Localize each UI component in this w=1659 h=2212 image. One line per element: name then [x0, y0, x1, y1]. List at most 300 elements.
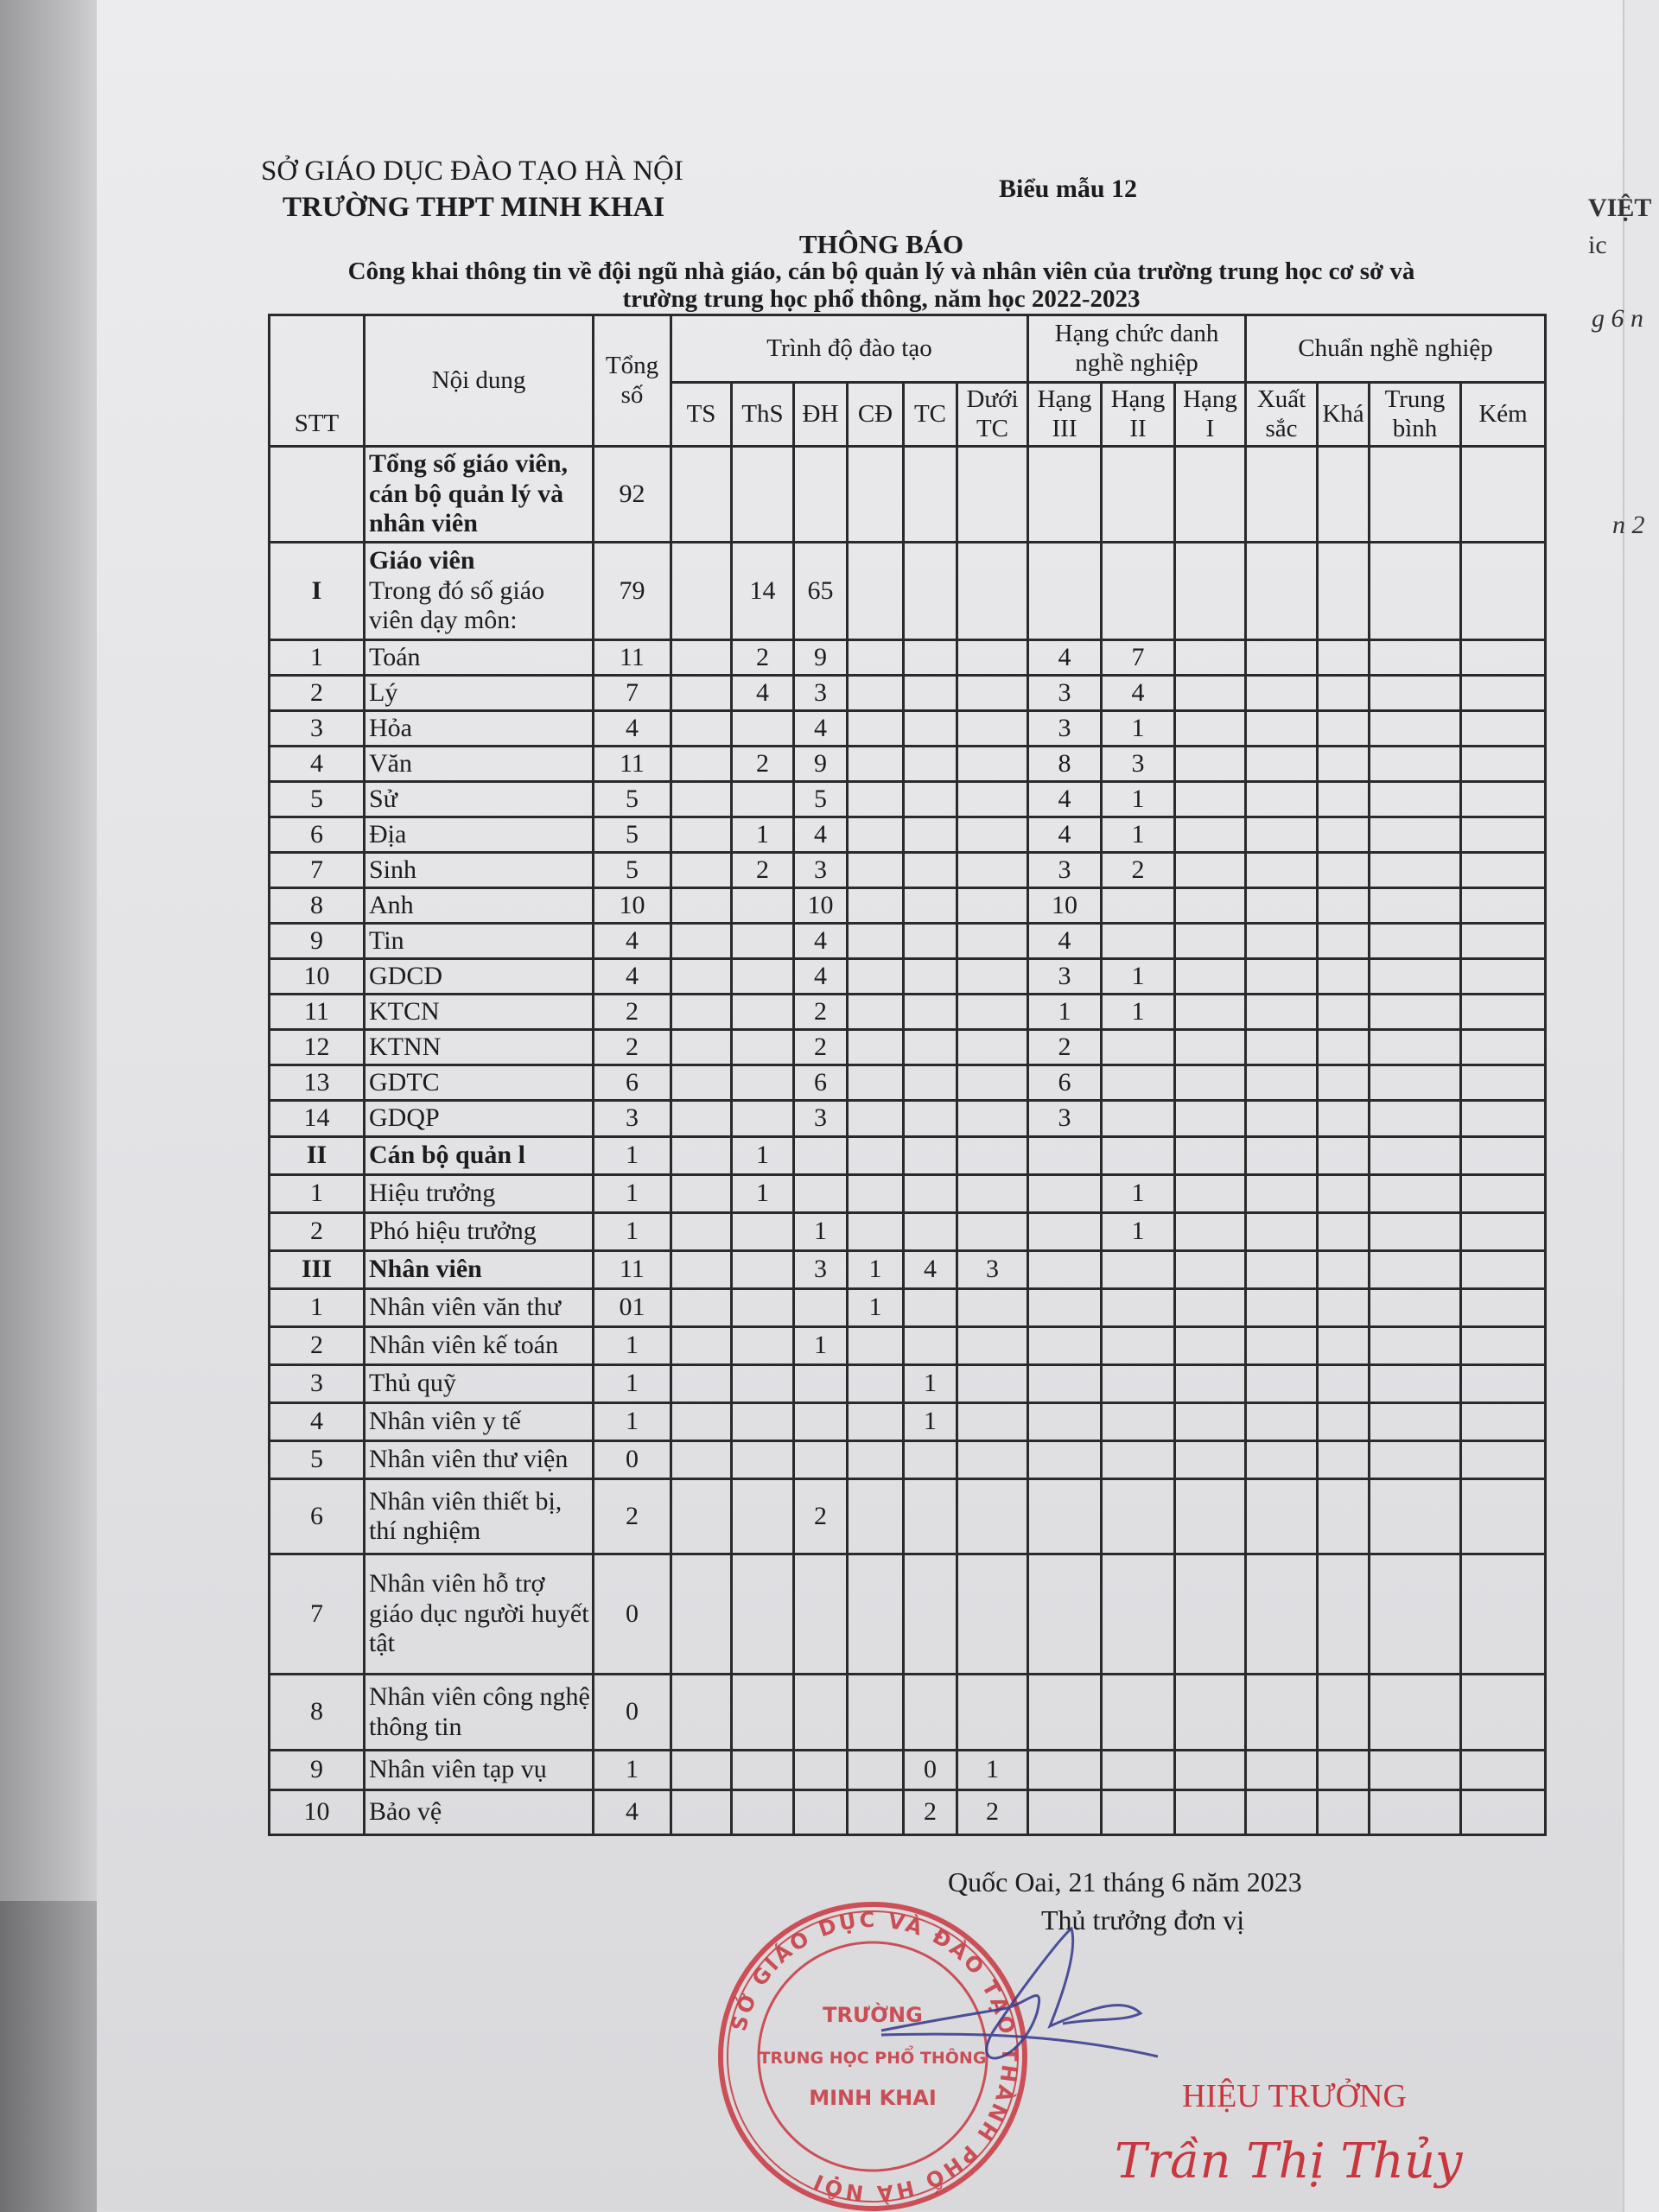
- cell-hạng-ii: [1102, 1289, 1175, 1327]
- cell-trung-bình: [1370, 1065, 1461, 1101]
- cell-hạng-iii: [1028, 447, 1102, 543]
- row-content: Nhân viên y tế: [365, 1403, 594, 1441]
- row-number: 9: [270, 924, 365, 959]
- cell-xuất-sắc: [1246, 1251, 1318, 1289]
- cell-hạng-i: [1175, 817, 1246, 853]
- cell-tc: [904, 1030, 957, 1065]
- cell-trung-bình: [1370, 1101, 1461, 1137]
- cell-ths: [732, 1554, 794, 1675]
- cell-hạng-iii: [1028, 1251, 1102, 1289]
- table-row: [270, 1065, 1546, 1101]
- cell-ts: [671, 1790, 732, 1835]
- row-number: I: [270, 543, 365, 640]
- cell-hạng-iii: 4: [1028, 817, 1102, 853]
- cell-đh: 3: [794, 676, 848, 711]
- cell-xuất-sắc: [1246, 1554, 1318, 1675]
- cell-khá: [1318, 1213, 1370, 1251]
- cell-cđ: [848, 1065, 904, 1101]
- cell-dưới-tc: [957, 711, 1028, 747]
- svg-text:TRUNG HỌC PHỔ THÔNG: TRUNG HỌC PHỔ THÔNG: [759, 2049, 987, 2068]
- cell-hạng-ii: 1: [1102, 995, 1175, 1030]
- row-number: 4: [270, 1403, 365, 1441]
- cell-trung-bình: [1370, 447, 1461, 543]
- svg-text:TRƯỜNG: TRƯỜNG: [823, 2003, 923, 2027]
- cell-kém: [1461, 1175, 1546, 1213]
- cell-xuất-sắc: [1246, 1101, 1318, 1137]
- cell-cđ: [848, 1213, 904, 1251]
- cell-hạng-ii: [1102, 1479, 1175, 1554]
- cell-kém: [1461, 817, 1546, 853]
- row-content: Tổng số giáo viên, cán bộ quản lý và nhân viên: [365, 447, 594, 543]
- row-total: 4: [594, 959, 671, 995]
- cell-xuất-sắc: [1246, 782, 1318, 817]
- cell-ths: [732, 447, 794, 543]
- cell-ths: [732, 888, 794, 924]
- cell-ths: [732, 1289, 794, 1327]
- cell-ts: [671, 640, 732, 676]
- cell-hạng-ii: [1102, 1675, 1175, 1751]
- cell-cđ: [848, 676, 904, 711]
- row-total: 92: [594, 447, 671, 543]
- header-dưới-tc: Dưới TC: [957, 383, 1028, 447]
- cell-hạng-i: [1175, 543, 1246, 640]
- cell-hạng-ii: [1102, 1403, 1175, 1441]
- row-total: 01: [594, 1289, 671, 1327]
- header-hạng-iii: Hạng III: [1028, 383, 1102, 447]
- cell-trung-bình: [1370, 817, 1461, 853]
- cell-ths: [732, 1065, 794, 1101]
- row-total: 1: [594, 1175, 671, 1213]
- cell-trung-bình: [1370, 888, 1461, 924]
- cell-tc: [904, 711, 957, 747]
- cell-kém: [1461, 1030, 1546, 1065]
- cell-cđ: [848, 1137, 904, 1175]
- cell-khá: [1318, 447, 1370, 543]
- row-number: 8: [270, 888, 365, 924]
- table-row: [270, 747, 1546, 782]
- cell-cđ: [848, 1403, 904, 1441]
- cell-hạng-iii: [1028, 1289, 1102, 1327]
- cell-hạng-i: [1175, 782, 1246, 817]
- cell-xuất-sắc: [1246, 447, 1318, 543]
- header-kém: Kém: [1461, 383, 1546, 447]
- cell-xuất-sắc: [1246, 1065, 1318, 1101]
- cell-hạng-ii: [1102, 924, 1175, 959]
- cell-tc: [904, 747, 957, 782]
- row-total: 1: [594, 1137, 671, 1175]
- cell-đh: 3: [794, 853, 848, 888]
- table-row: [270, 543, 1546, 640]
- cell-ts: [671, 1554, 732, 1675]
- cell-hạng-i: [1175, 1289, 1246, 1327]
- cell-khá: [1318, 853, 1370, 888]
- row-total: 0: [594, 1441, 671, 1479]
- cell-trung-bình: [1370, 853, 1461, 888]
- table-row: [270, 817, 1546, 853]
- cell-xuất-sắc: [1246, 747, 1318, 782]
- cell-tc: 1: [904, 1365, 957, 1403]
- cell-hạng-ii: 3: [1102, 747, 1175, 782]
- cell-ths: [732, 1479, 794, 1554]
- cell-hạng-iii: [1028, 543, 1102, 640]
- table-row: [270, 1213, 1546, 1251]
- row-content: Tin: [365, 924, 594, 959]
- cell-ts: [671, 1479, 732, 1554]
- cell-khá: [1318, 1790, 1370, 1835]
- row-number: 4: [270, 747, 365, 782]
- cell-tc: [904, 888, 957, 924]
- cell-hạng-i: [1175, 959, 1246, 995]
- cell-ts: [671, 1675, 732, 1751]
- cell-kém: [1461, 1137, 1546, 1175]
- table-row: [270, 1137, 1546, 1175]
- row-total: 2: [594, 1030, 671, 1065]
- cell-hạng-ii: 1: [1102, 959, 1175, 995]
- row-content: Bảo vệ: [365, 1790, 594, 1835]
- cell-trung-bình: [1370, 1365, 1461, 1403]
- cell-khá: [1318, 1554, 1370, 1675]
- cell-tc: [904, 543, 957, 640]
- header-đh: ĐH: [794, 383, 848, 447]
- header-total: Tổng số: [594, 315, 671, 447]
- cell-ts: [671, 959, 732, 995]
- cell-khá: [1318, 995, 1370, 1030]
- cell-hạng-ii: 1: [1102, 1175, 1175, 1213]
- cell-đh: [794, 447, 848, 543]
- cell-ts: [671, 782, 732, 817]
- cell-hạng-iii: [1028, 1751, 1102, 1790]
- cell-trung-bình: [1370, 924, 1461, 959]
- row-content: Nhân viên tạp vụ: [365, 1751, 594, 1790]
- cell-hạng-iii: 2: [1028, 1030, 1102, 1065]
- cell-khá: [1318, 924, 1370, 959]
- table-row: [270, 1441, 1546, 1479]
- document-subtitle: trường trung học phổ thông, năm học 2022-2023: [622, 285, 1141, 313]
- cell-cđ: [848, 1675, 904, 1751]
- cell-đh: 6: [794, 1065, 848, 1101]
- cell-cđ: [848, 1101, 904, 1137]
- cell-dưới-tc: [957, 924, 1028, 959]
- cell-hạng-ii: [1102, 543, 1175, 640]
- row-total: 11: [594, 1251, 671, 1289]
- cell-hạng-i: [1175, 1441, 1246, 1479]
- row-total: 1: [594, 1751, 671, 1790]
- cell-kém: [1461, 782, 1546, 817]
- row-number: 14: [270, 1101, 365, 1137]
- cell-đh: 4: [794, 817, 848, 853]
- cell-trung-bình: [1370, 1403, 1461, 1441]
- cell-trung-bình: [1370, 1289, 1461, 1327]
- row-total: 0: [594, 1675, 671, 1751]
- cell-khá: [1318, 817, 1370, 853]
- cell-ths: [732, 1403, 794, 1441]
- cell-đh: 5: [794, 782, 848, 817]
- organization-name: SỞ GIÁO DỤC ĐÀO TẠO HÀ NỘI: [261, 156, 683, 187]
- form-label: Biểu mẫu 12: [999, 175, 1138, 203]
- cell-hạng-i: [1175, 1065, 1246, 1101]
- table-row: [270, 447, 1546, 543]
- cell-hạng-iii: 6: [1028, 1065, 1102, 1101]
- cell-kém: [1461, 1790, 1546, 1835]
- row-total: 4: [594, 711, 671, 747]
- header-professional-standard: Chuẩn nghề nghiệp: [1246, 315, 1546, 383]
- cell-ts: [671, 1327, 732, 1365]
- table-row: [270, 640, 1546, 676]
- cell-ths: [732, 959, 794, 995]
- cell-tc: [904, 1675, 957, 1751]
- cell-trung-bình: [1370, 1751, 1461, 1790]
- cell-hạng-ii: [1102, 1251, 1175, 1289]
- cell-dưới-tc: [957, 1213, 1028, 1251]
- cell-khá: [1318, 1289, 1370, 1327]
- cell-xuất-sắc: [1246, 1675, 1318, 1751]
- cell-khá: [1318, 676, 1370, 711]
- cell-hạng-ii: [1102, 888, 1175, 924]
- cell-cđ: 1: [848, 1289, 904, 1327]
- row-number: 13: [270, 1065, 365, 1101]
- cell-tc: [904, 1327, 957, 1365]
- cell-khá: [1318, 888, 1370, 924]
- cell-ths: [732, 924, 794, 959]
- cell-hạng-i: [1175, 1101, 1246, 1137]
- cell-tc: [904, 782, 957, 817]
- cell-hạng-i: [1175, 853, 1246, 888]
- cell-tc: [904, 640, 957, 676]
- cell-cđ: [848, 1030, 904, 1065]
- cell-kém: [1461, 1327, 1546, 1365]
- cell-hạng-iii: 8: [1028, 747, 1102, 782]
- cell-ts: [671, 817, 732, 853]
- cell-đh: 4: [794, 924, 848, 959]
- cell-khá: [1318, 711, 1370, 747]
- cell-ths: [732, 1213, 794, 1251]
- cell-khá: [1318, 782, 1370, 817]
- document-subtitle: Công khai thông tin về đội ngũ nhà giáo, cán bộ quản lý và nhân viên của trường trung học cơ sở và: [347, 257, 1415, 285]
- cell-ths: [732, 1675, 794, 1751]
- table-row: [270, 1175, 1546, 1213]
- cell-hạng-iii: [1028, 1441, 1102, 1479]
- table-row: [270, 1554, 1546, 1675]
- cell-cđ: [848, 853, 904, 888]
- table-row: [270, 711, 1546, 747]
- cell-hạng-i: [1175, 995, 1246, 1030]
- background-edge: [0, 0, 97, 2212]
- cell-dưới-tc: [957, 1675, 1028, 1751]
- cell-trung-bình: [1370, 1175, 1461, 1213]
- row-content: Thủ quỹ: [365, 1365, 594, 1403]
- row-total: 4: [594, 924, 671, 959]
- cell-trung-bình: [1370, 1554, 1461, 1675]
- cell-hạng-iii: [1028, 1137, 1102, 1175]
- cell-dưới-tc: 1: [957, 1751, 1028, 1790]
- cell-dưới-tc: [957, 853, 1028, 888]
- row-total: 7: [594, 676, 671, 711]
- table-row: [270, 1403, 1546, 1441]
- cell-ts: [671, 676, 732, 711]
- cell-xuất-sắc: [1246, 711, 1318, 747]
- cell-hạng-ii: [1102, 1554, 1175, 1675]
- cell-hạng-iii: 4: [1028, 924, 1102, 959]
- cell-ts: [671, 447, 732, 543]
- row-number: 7: [270, 853, 365, 888]
- header-professional-rank: Hạng chức danh nghề nghiệp: [1028, 315, 1246, 383]
- row-number: 10: [270, 959, 365, 995]
- row-total: 11: [594, 747, 671, 782]
- cell-cđ: [848, 711, 904, 747]
- cell-ths: [732, 711, 794, 747]
- signer-role: Thủ trưởng đơn vị: [1041, 1904, 1245, 1936]
- row-number: 2: [270, 676, 365, 711]
- cell-tc: [904, 1175, 957, 1213]
- cell-đh: [794, 1175, 848, 1213]
- row-subtext: Trong đó số giáo viên dạy môn:: [369, 575, 545, 635]
- cell-kém: [1461, 1554, 1546, 1675]
- cell-dưới-tc: [957, 1065, 1028, 1101]
- cell-hạng-ii: 1: [1102, 817, 1175, 853]
- table-row: [270, 1675, 1546, 1751]
- cell-đh: [794, 1289, 848, 1327]
- table-row: [270, 1251, 1546, 1289]
- row-content: Địa: [365, 817, 594, 853]
- adjacent-page-fragment: n 2: [1612, 511, 1645, 539]
- cell-hạng-ii: 2: [1102, 853, 1175, 888]
- cell-xuất-sắc: [1246, 1030, 1318, 1065]
- cell-kém: [1461, 747, 1546, 782]
- cell-ths: 1: [732, 1175, 794, 1213]
- cell-ts: [671, 1251, 732, 1289]
- cell-hạng-iii: 1: [1028, 995, 1102, 1030]
- cell-trung-bình: [1370, 1251, 1461, 1289]
- cell-tc: 1: [904, 1403, 957, 1441]
- cell-dưới-tc: [957, 888, 1028, 924]
- cell-đh: [794, 1751, 848, 1790]
- cell-hạng-i: [1175, 1403, 1246, 1441]
- header-xuất-sắc: Xuất sắc: [1246, 383, 1318, 447]
- cell-xuất-sắc: [1246, 1441, 1318, 1479]
- cell-cđ: 1: [848, 1251, 904, 1289]
- cell-đh: 9: [794, 747, 848, 782]
- cell-đh: 1: [794, 1327, 848, 1365]
- cell-cđ: [848, 782, 904, 817]
- cell-hạng-i: [1175, 1675, 1246, 1751]
- cell-ts: [671, 543, 732, 640]
- cell-hạng-i: [1175, 1327, 1246, 1365]
- cell-dưới-tc: [957, 1441, 1028, 1479]
- row-number: [270, 447, 365, 543]
- cell-xuất-sắc: [1246, 888, 1318, 924]
- cell-đh: [794, 1403, 848, 1441]
- row-total: 5: [594, 853, 671, 888]
- cell-hạng-iii: [1028, 1365, 1102, 1403]
- row-number: 10: [270, 1790, 365, 1835]
- row-content: Nhân viên hỗ trợ giáo dục người huyết tật: [365, 1554, 594, 1675]
- row-content: KTCN: [365, 995, 594, 1030]
- row-number: 8: [270, 1675, 365, 1751]
- cell-hạng-iii: [1028, 1327, 1102, 1365]
- row-content: GDCD: [365, 959, 594, 995]
- cell-tc: [904, 1479, 957, 1554]
- cell-cđ: [848, 543, 904, 640]
- cell-ts: [671, 1101, 732, 1137]
- cell-tc: 4: [904, 1251, 957, 1289]
- row-total: 4: [594, 1790, 671, 1835]
- cell-kém: [1461, 1441, 1546, 1479]
- cell-ts: [671, 853, 732, 888]
- cell-cđ: [848, 817, 904, 853]
- row-number: 12: [270, 1030, 365, 1065]
- row-number: 7: [270, 1554, 365, 1675]
- cell-hạng-i: [1175, 1479, 1246, 1554]
- table-row: [270, 888, 1546, 924]
- cell-ts: [671, 1030, 732, 1065]
- cell-ths: [732, 1030, 794, 1065]
- cell-tc: [904, 447, 957, 543]
- cell-cđ: [848, 924, 904, 959]
- cell-hạng-iii: 10: [1028, 888, 1102, 924]
- table-row: [270, 1751, 1546, 1790]
- cell-cđ: [848, 1365, 904, 1403]
- cell-xuất-sắc: [1246, 543, 1318, 640]
- cell-cđ: [848, 959, 904, 995]
- row-number: 6: [270, 1479, 365, 1554]
- cell-tc: [904, 959, 957, 995]
- row-content: Văn: [365, 747, 594, 782]
- cell-dưới-tc: [957, 1175, 1028, 1213]
- cell-dưới-tc: [957, 782, 1028, 817]
- cell-hạng-i: [1175, 1175, 1246, 1213]
- cell-dưới-tc: [957, 1403, 1028, 1441]
- cell-cđ: [848, 640, 904, 676]
- cell-ts: [671, 1365, 732, 1403]
- row-number: 11: [270, 995, 365, 1030]
- cell-ts: [671, 747, 732, 782]
- header-khá: Khá: [1318, 383, 1370, 447]
- row-content: Nhân viên: [365, 1251, 594, 1289]
- table-row: [270, 959, 1546, 995]
- cell-trung-bình: [1370, 747, 1461, 782]
- cell-cđ: [848, 447, 904, 543]
- cell-dưới-tc: [957, 543, 1028, 640]
- row-number: 2: [270, 1327, 365, 1365]
- cell-ths: 4: [732, 676, 794, 711]
- row-total: 3: [594, 1101, 671, 1137]
- cell-cđ: [848, 1327, 904, 1365]
- cell-đh: 2: [794, 1479, 848, 1554]
- cell-hạng-ii: [1102, 1030, 1175, 1065]
- cell-trung-bình: [1370, 640, 1461, 676]
- cell-đh: 4: [794, 711, 848, 747]
- cell-kém: [1461, 995, 1546, 1030]
- cell-ths: [732, 1251, 794, 1289]
- cell-kém: [1461, 1479, 1546, 1554]
- cell-tc: [904, 817, 957, 853]
- cell-ts: [671, 711, 732, 747]
- cell-hạng-iii: 3: [1028, 1101, 1102, 1137]
- cell-trung-bình: [1370, 711, 1461, 747]
- cell-dưới-tc: 2: [957, 1790, 1028, 1835]
- row-total: 1: [594, 1213, 671, 1251]
- table-row: [270, 1289, 1546, 1327]
- cell-tc: [904, 1137, 957, 1175]
- row-total: 79: [594, 543, 671, 640]
- cell-hạng-iii: [1028, 1213, 1102, 1251]
- cell-xuất-sắc: [1246, 676, 1318, 711]
- cell-khá: [1318, 543, 1370, 640]
- cell-ts: [671, 1213, 732, 1251]
- cell-đh: [794, 1790, 848, 1835]
- cell-hạng-iii: [1028, 1479, 1102, 1554]
- header-stt: STT: [270, 315, 365, 447]
